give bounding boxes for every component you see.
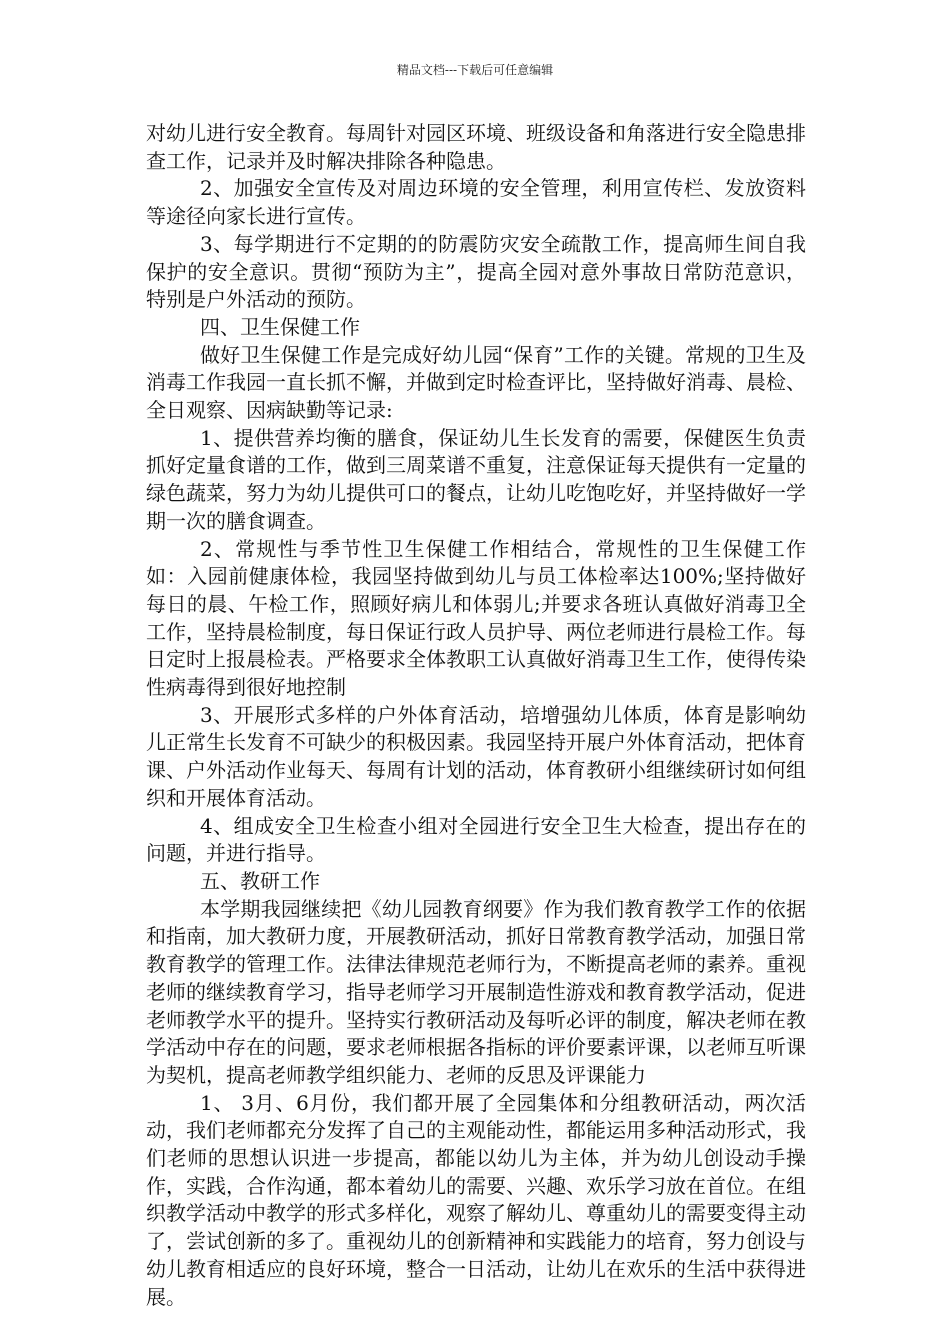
paragraph: 对幼儿进行安全教育。每周针对园区环境、班级设备和角落进行安全隐患排查工作，记录并及时解决排除各种隐患。	[146, 121, 806, 173]
paragraph: 4、组成安全卫生检查小组对全园进行安全卫生大检查，提出存在的问题，并进行指导。	[146, 813, 806, 866]
section-heading: 四、卫生保健工作	[200, 314, 360, 339]
page-header: 精品文档---下载后可任意编辑	[396, 63, 554, 77]
paragraph: 1、提供营养均衡的膳食，保证幼儿生长发育的需要，保健医生负责抓好定量食谱的工作，做到三周菜谱不重复，注意保证每天提供有一定量的绿色蔬菜，努力为幼儿提供可口的餐点，让幼儿吃饱吃好，并坚持做好一学期一次的膳食调查。	[146, 425, 806, 533]
paragraph: 1、 3月、6月份，我们都开展了全园集体和分组教研活动，两次活动，我们老师都充分发挥了自己的主观能动性，都能运用多种活动形式，我们老师的思想认识进一步提高，都能以幼儿为主体，并为幼儿创设动手操作，实践，合作沟通，都本着幼儿的需要、兴趣、欢乐学习放在首位。在组织教学活动中教学的形式多样化，观察了解幼儿、尊重幼儿的需要变得主动了，尝试创新的多了。重视幼儿的创新精神和实践能力的培育，努力创设与幼儿教育相适应的良好环境，整合一日活动，让幼儿在欢乐的生活中获得进展。	[146, 1090, 806, 1309]
paragraph: 本学期我园继续把《幼儿园教育纲要》作为我们教育教学工作的依据和指南，加大教研力度，开展教研活动，抓好日常教育教学活动，加强日常教育教学的管理工作。法律法律规范老师行为，不断提高老师的素养。重视老师的继续教育学习，指导老师学习开展制造性游戏和教育教学活动，促进老师教学水平的提升。坚持实行教研活动及每听必评的制度，解决老师在教学活动中存在的问题，要求老师根据各指标的评价要素评课，以老师互听课为契机，提高老师教学组织能力、老师的反思及评课能力	[146, 896, 806, 1087]
paragraph: 2、常规性与季节性卫生保健工作相结合，常规性的卫生保健工作如：入园前健康体检，我园坚持做到幼儿与员工体检率达100%;坚持做好每日的晨、午检工作，照顾好病儿和体弱儿;并要求各班认真做好消毒卫全工作，坚持晨检制度，每日保证行政人员护导、两位老师进行晨检工作。每日定时上报晨检表。严格要求全体教职工认真做好消毒卫生工作，使得传染性病毒得到很好地控制	[146, 536, 806, 700]
document-body	[146, 120, 806, 1311]
paragraph: 3、每学期进行不定期的的防震防灾安全疏散工作，提高师生间自我保护的安全意识。贯彻“预防为主”，提高全园对意外事故日常防范意识，特别是户外活动的预防。	[146, 231, 806, 312]
paragraph: 3、开展形式多样的户外体育活动，培增强幼儿体质，体育是影响幼儿正常生长发育不可缺少的积极因素。我园坚持开展户外体育活动，把体育课、户外活动作业每天、每周有计划的活动，体育教研小组继续研讨如何组织和开展体育活动。	[146, 702, 806, 810]
paragraph: 2、加强安全宣传及对周边环境的安全管理，利用宣传栏、发放资料等途径向家长进行宣传。	[146, 176, 806, 229]
paragraph: 做好卫生保健工作是完成好幼儿园“保育”工作的关键。常规的卫生及消毒工作我园一直长抓不懈，并做到定时检查评比，坚持做好消毒、晨检、全日观察、因病缺勤等记录:	[146, 342, 806, 423]
section-heading: 五、教研工作	[200, 868, 320, 893]
